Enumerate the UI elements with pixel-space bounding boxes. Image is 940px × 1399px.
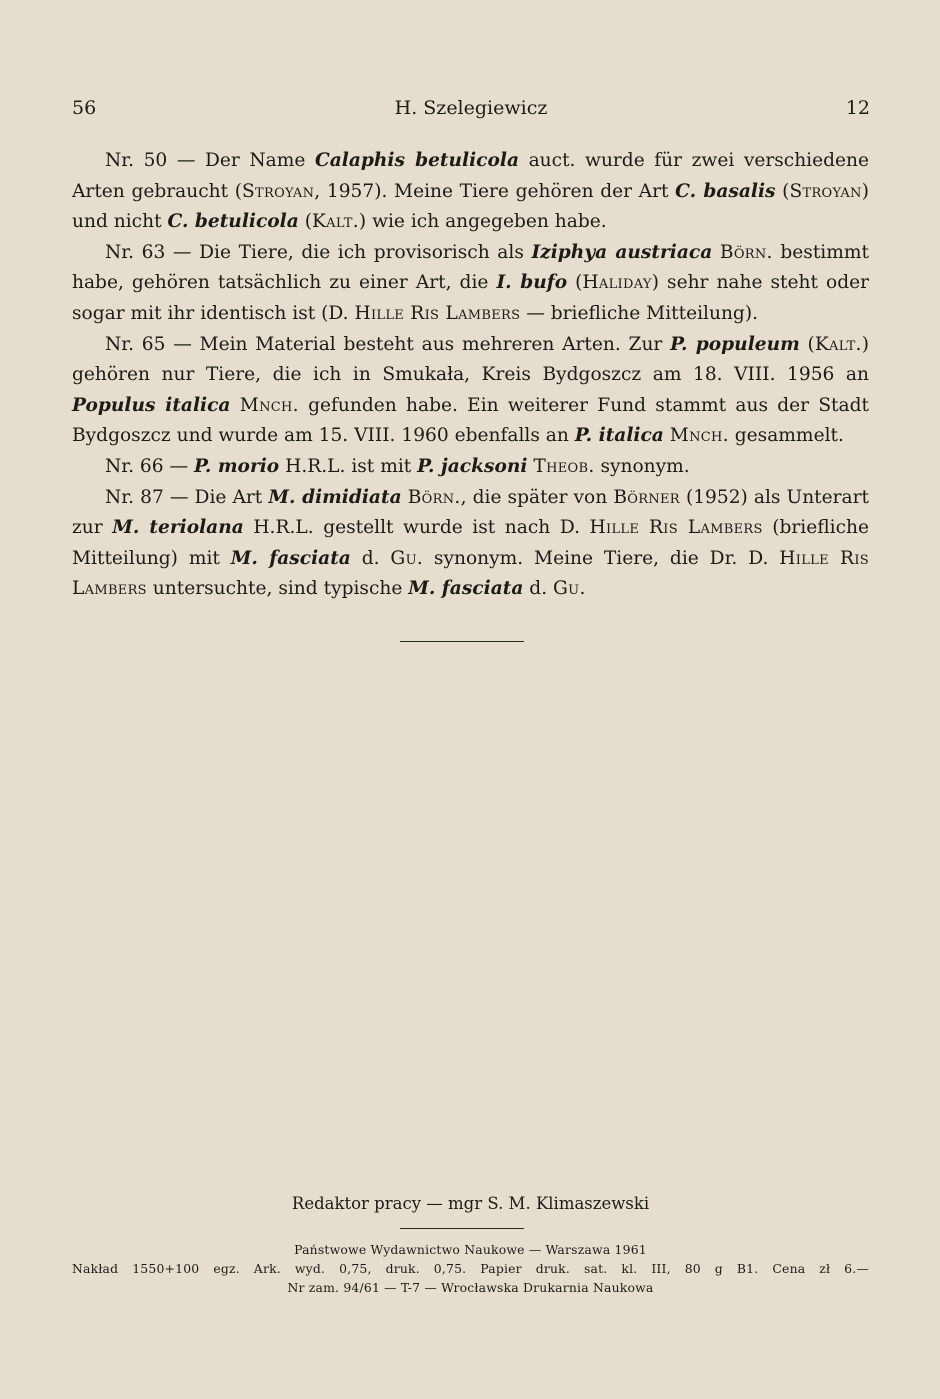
publisher-line: Państwowe Wydawnictwo Naukowe — Warszawa 1961 (294, 1242, 647, 1257)
note-paragraph-nr87: Nr. 87 — Die Art M. dimidiata Börn., die später von Börner (1952) als Unterart zur M. teriolana H.R.L. gestellt wurde ist nach D. Hille Ris Lambers (briefliche Mitteilung) mit M. fasciata d. Gu. synonym. Meine Tiere, die Dr. D. Hille Ris Lambers untersuchte, sind typische M. fasciata d. Gu. (72, 486, 869, 600)
volume-number: 12 (845, 97, 870, 119)
print-details-line: Nakład 1550+100 egz. Ark. wyd. 0,75, druk. 0,75. Papier druk. sat. kl. III, 80 g B1. Cena zł 6.— (72, 1261, 869, 1276)
running-header (72, 96, 870, 120)
note-paragraph-nr65: Nr. 65 — Mein Material besteht aus mehreren Arten. Zur P. populeum (Kalt.) gehören nur Tiere, die ich in Smukała, Kreis Bydgoszcz am 18. VIII. 1956 an Populus italica Mnch. gefunden habe. Ein weiterer Fund stammt aus der Stadt Bydgoszcz und wurde am 15. VIII. 1960 ebenfalls an P. italica Mnch. gesammelt. (72, 333, 870, 447)
page-number: 56 (72, 97, 97, 119)
notes-body (72, 146, 869, 605)
note-paragraph-nr63: Nr. 63 — Die Tiere, die ich provisorisch als Iziphya austriaca Börn. bestimmt habe, gehören tatsächlich zu einer Art, die I. bufo (Haliday) sehr nahe steht oder sogar mit ihr identisch ist (D. Hille Ris Lambers — briefliche Mitteilung). (72, 241, 869, 324)
section-divider (400, 641, 524, 642)
note-paragraph-nr50: Nr. 50 — Der Name Calaphis betulicola auct. wurde für zwei verschiedene Arten gebraucht (Stroyan, 1957). Meine Tiere gehören der Art C. basalis (Stroyan) und nicht C. betulicola (Kalt.) wie ich angegeben habe. (72, 150, 870, 233)
printer-line: Nr zam. 94/61 — T-7 — Wrocławska Drukarnia Naukowa (287, 1280, 654, 1295)
footer-divider (400, 1228, 524, 1229)
running-author: H. Szelegiewicz (394, 97, 548, 119)
editor-credit: Redaktor pracy — mgr S. M. Klimaszewski (291, 1194, 650, 1213)
note-paragraph-nr66: Nr. 66 — P. morio H.R.L. ist mit P. jacksoni Theob. synonym. (105, 455, 690, 477)
